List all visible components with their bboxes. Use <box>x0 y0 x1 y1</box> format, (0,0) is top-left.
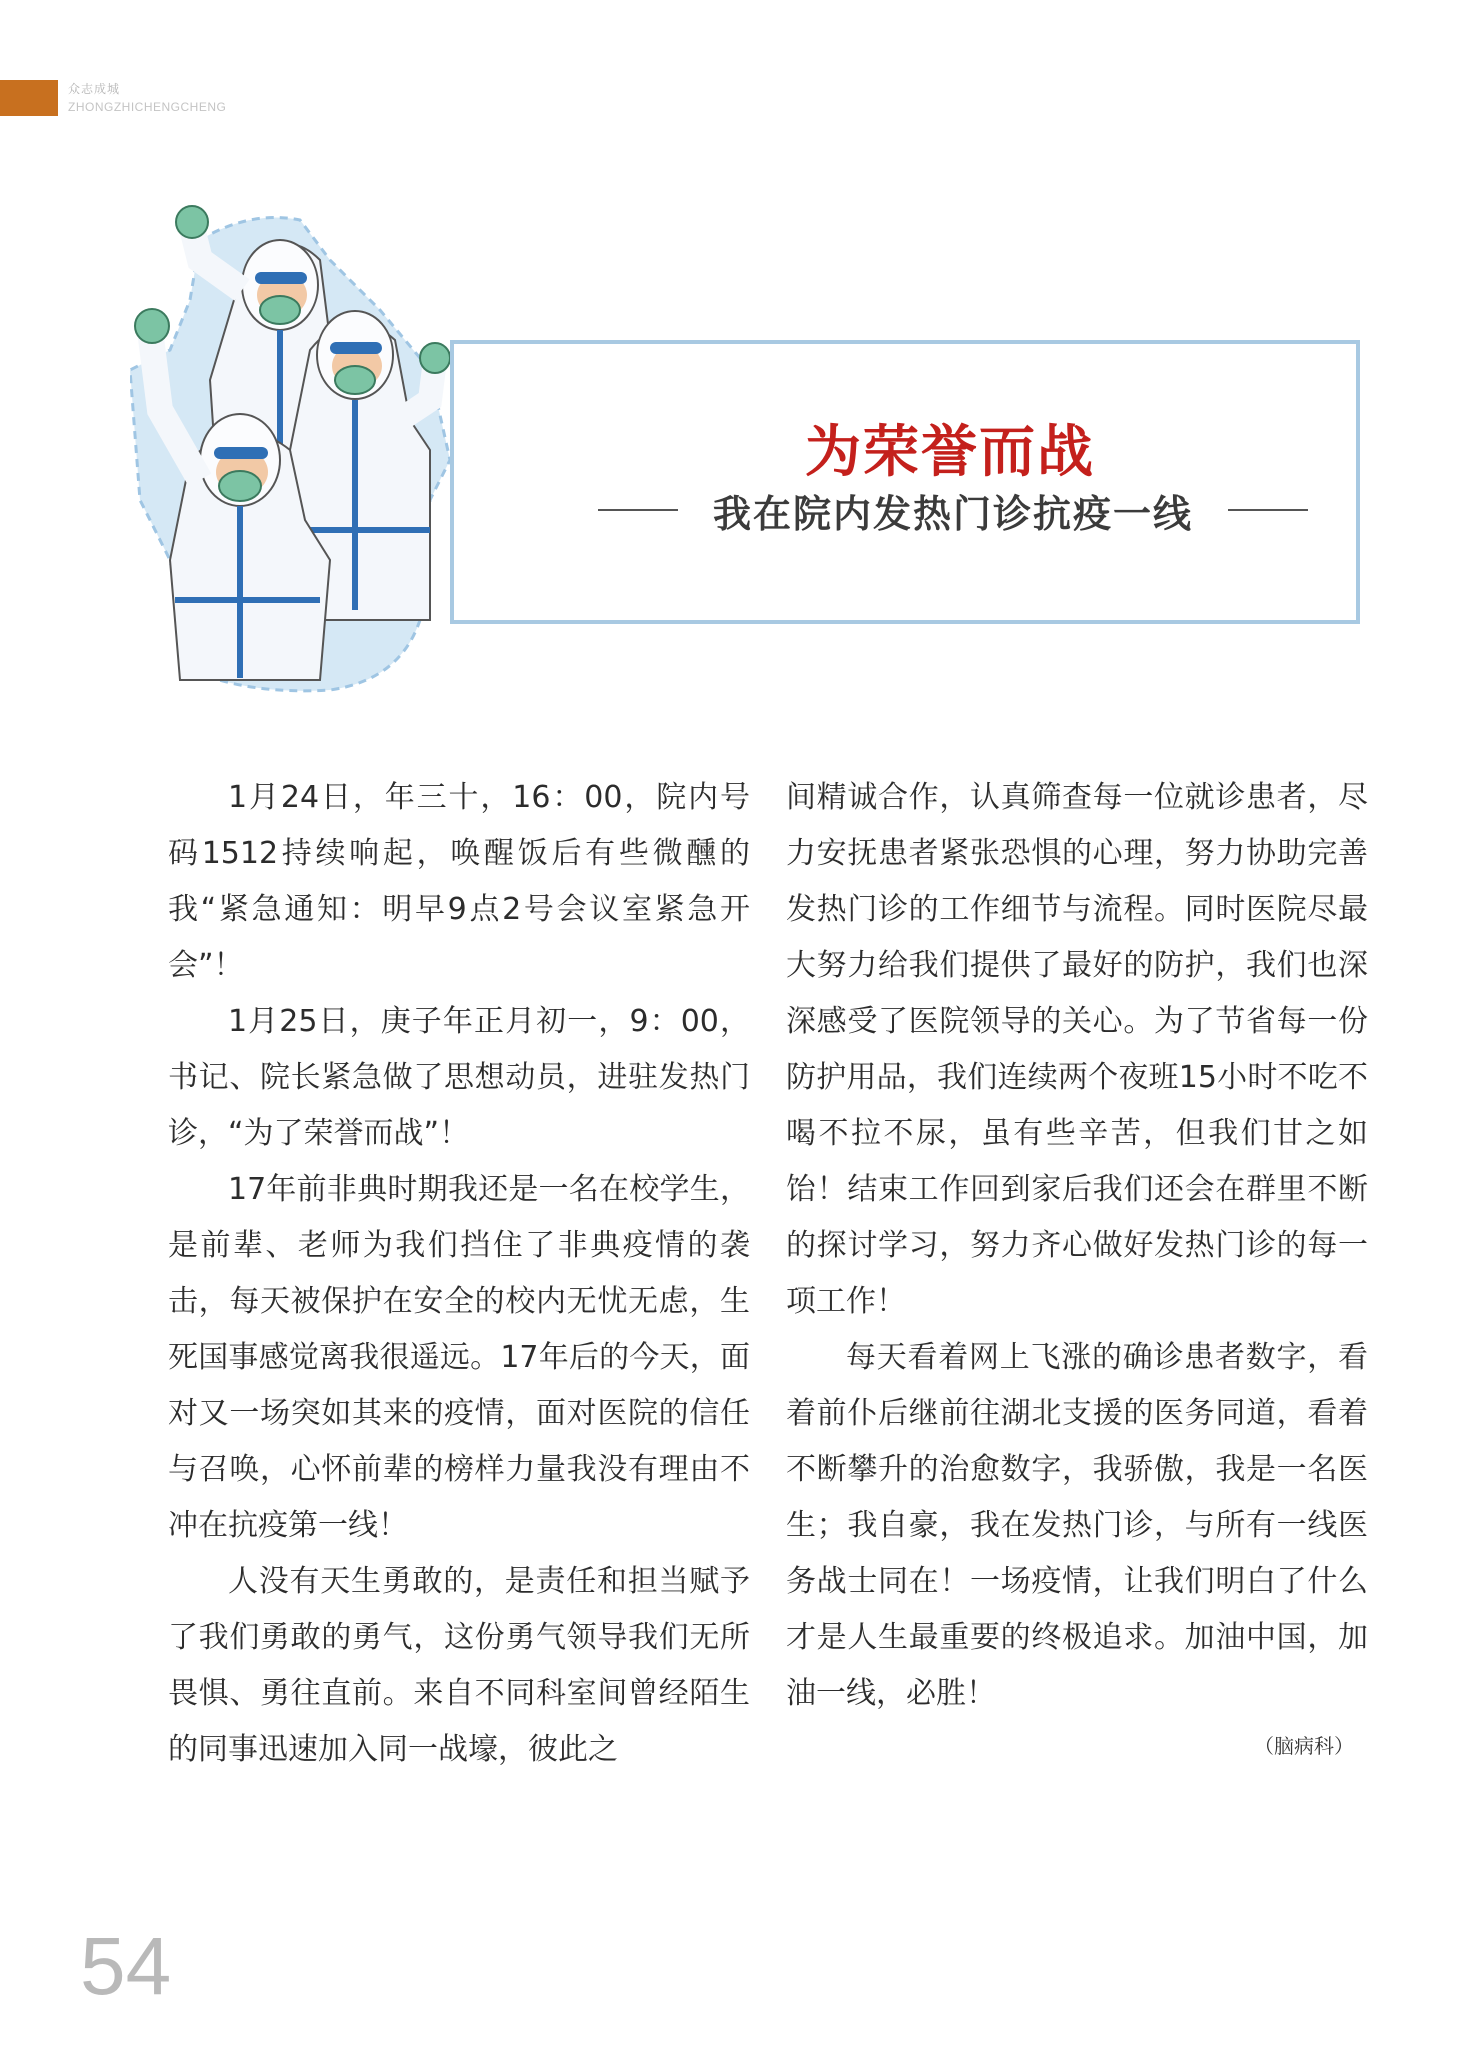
column-name-pinyin: ZHONGZHICHENGCHENG <box>68 100 227 114</box>
subtitle-dash-right <box>1228 509 1308 511</box>
subtitle-dash-left <box>598 509 678 511</box>
paragraph: 1月24日，年三十，16：00，院内号码1512持续响起，唤醒饭后有些微醺的我“紧急通知：明早9点2号会议室紧急开会”！ <box>168 780 750 983</box>
article-subtitle: 我在院内发热门诊抗疫一线 <box>712 490 1193 536</box>
paragraph: 每天看着网上飞涨的确诊患者数字，看着前仆后继前往湖北支援的医务同道，看着不断攀升的治愈数字，我骄傲，我是一名医生；我自豪，我在发热门诊，与所有一线医务战士同在！一场疫情，让我们明白了什么才是人生最重要的终极追求。加油中国，加油一线，必胜！ <box>786 1340 1368 1711</box>
author-department: （脑病科） <box>1254 1734 1354 1758</box>
paragraph-continuation: 间精诚合作，认真筛查每一位就诊患者，尽力安抚患者紧张恐惧的心理，努力协助完善发热门诊的工作细节与流程。同时医院尽最大努力给我们提供了最好的防护，我们也深深感受了医院领导的关心。为了节省每一份防护用品，我们连续两个夜班15小时不吃不喝不拉不尿，虽有些辛苦，但我们甘之如饴！结束工作回到家后我们还会在群里不断的探讨学习，努力齐心做好发热门诊的每一项工作！ <box>786 780 1368 1319</box>
article-column-left <box>168 770 750 1778</box>
article-column-right <box>786 770 1368 1722</box>
column-name: 众志成城 <box>68 82 121 96</box>
paragraph: 17年前非典时期我还是一名在校学生，是前辈、老师为我们挡住了非典疫情的袭击，每天被保护在安全的校内无忧无虑，生死国事感觉离我很遥远。17年后的今天，面对又一场突如其来的疫情，面对医院的信任与召唤，心怀前辈的榜样力量我没有理由不冲在抗疫第一线！ <box>168 1172 750 1543</box>
paragraph: 1月25日，庚子年正月初一，9：00，书记、院长紧急做了思想动员，进驻发热门诊，“为了荣誉而战”！ <box>168 1004 750 1151</box>
header-accent-bar <box>0 80 58 116</box>
subtitle-row <box>598 485 1308 535</box>
article-title: 为荣誉而战 <box>805 419 1095 485</box>
page-number: 54 <box>80 1921 172 2012</box>
paragraph: 人没有天生勇敢的，是责任和担当赋予了我们勇敢的勇气，这份勇气领导我们无所畏惧、勇往直前。来自不同科室间曾经陌生的同事迅速加入同一战壕，彼此之 <box>168 1564 750 1767</box>
